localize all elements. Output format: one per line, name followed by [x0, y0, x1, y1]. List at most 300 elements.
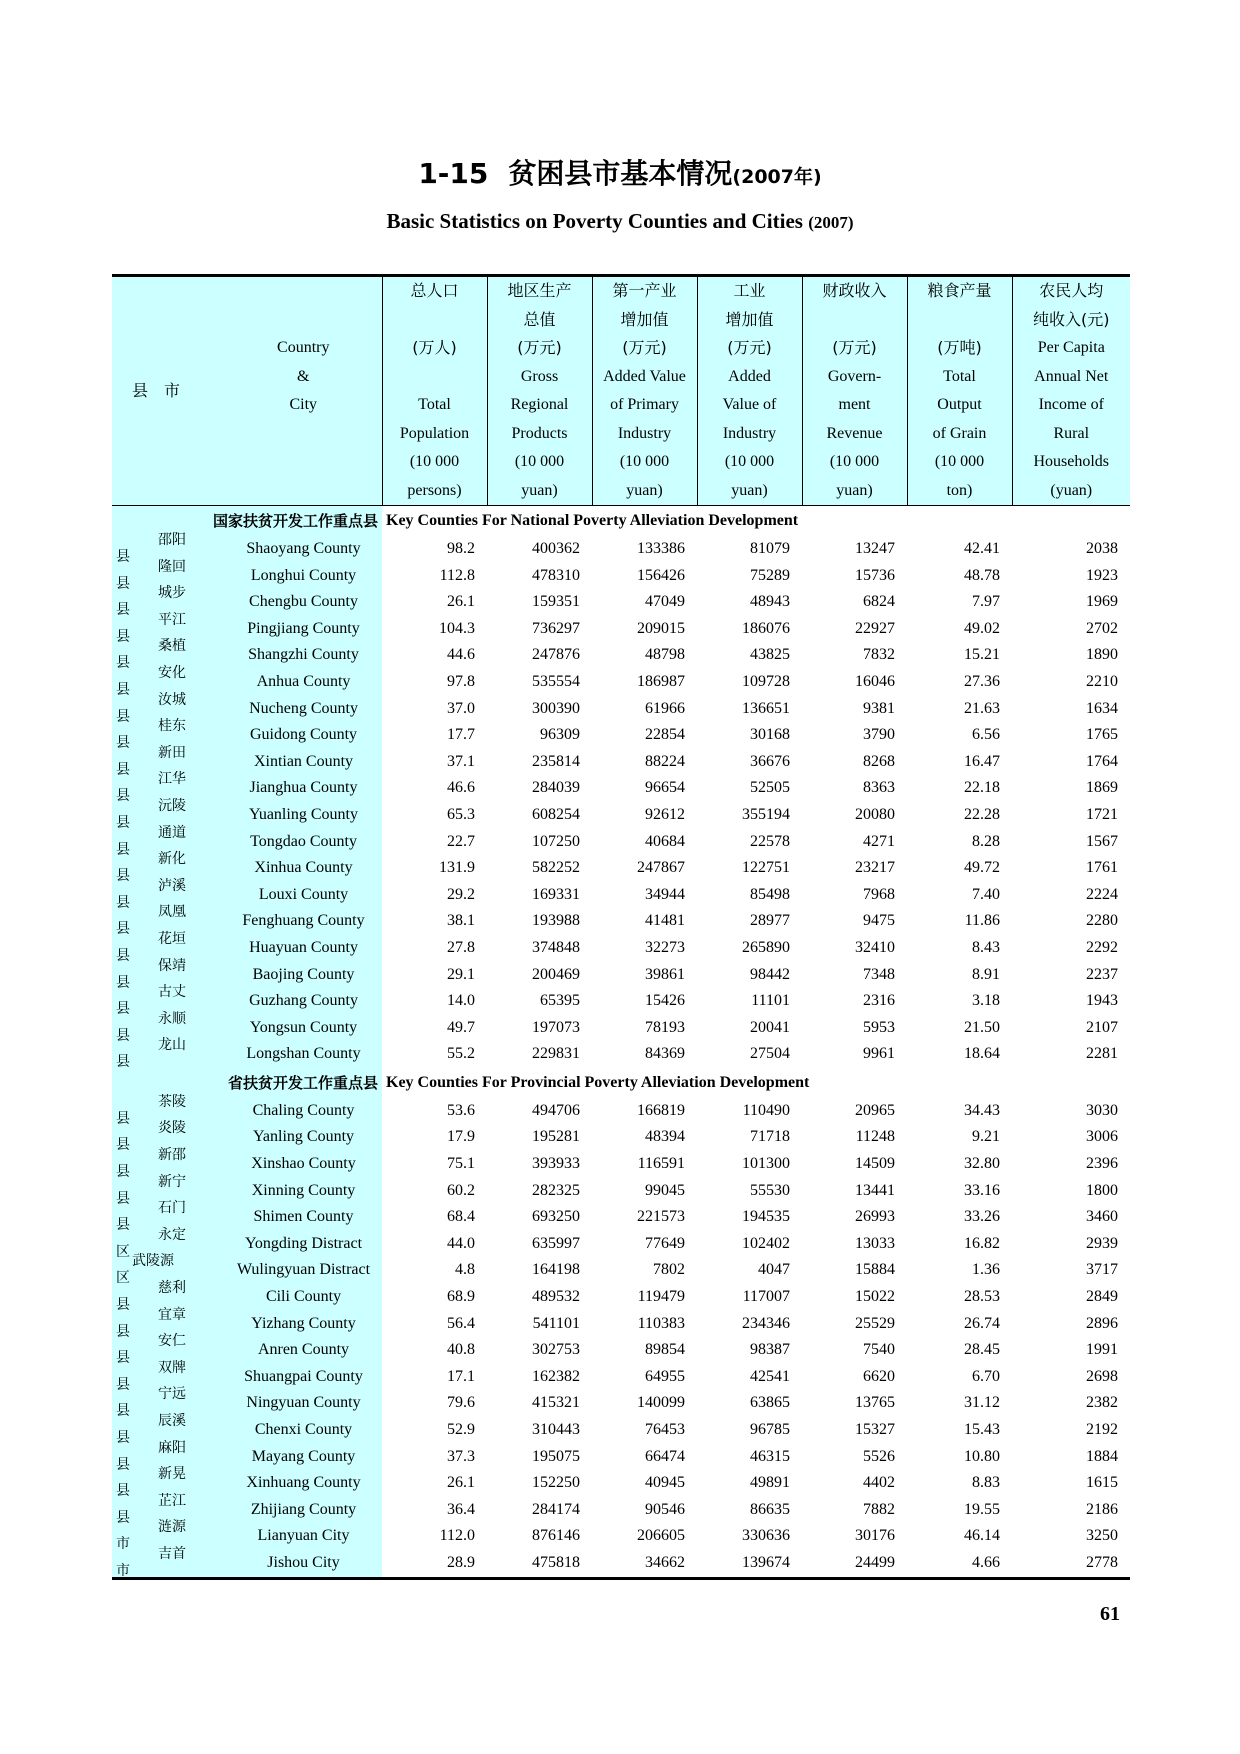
value-cell-col-5: 49.72: [964, 859, 1000, 877]
value-cell-col-6: 2107: [1086, 1018, 1118, 1036]
value-cell-col-3: 86635: [750, 1500, 790, 1518]
value-cell-col-5: 28.45: [964, 1341, 1000, 1359]
value-cell-col-0: 60.2: [447, 1181, 475, 1199]
value-cell-col-0: 44.0: [447, 1234, 475, 1252]
header-row: [112, 420, 1130, 449]
value-cell-col-1: 535554: [532, 672, 580, 690]
value-cell-col-0: 97.8: [447, 672, 475, 690]
value-cell-col-0: 112.8: [439, 566, 475, 584]
value-cell-col-5: 16.82: [964, 1234, 1000, 1252]
value-cell-col-3: 355194: [742, 805, 790, 823]
county-name-en: Longshan County: [225, 1041, 382, 1068]
county-name-cn: 通道: [158, 824, 186, 841]
value-cell-col-4: 7882: [863, 1500, 895, 1518]
value-cell-col-3: 81079: [750, 540, 790, 557]
value-cell-col-4: 14509: [855, 1155, 895, 1173]
value-cell-col-6: 2038: [1086, 540, 1118, 557]
value-cell-col-5: 33.26: [964, 1208, 1000, 1226]
value-cell-col-2: 47049: [645, 593, 685, 611]
value-cell-col-0: 29.1: [447, 965, 475, 983]
value-cell-col-4: 4271: [863, 832, 895, 850]
value-cell-col-5: 49.02: [964, 619, 1000, 637]
value-cell-col-4: 9475: [863, 912, 895, 930]
county-name-en: Chaling County: [225, 1098, 382, 1125]
value-cell-col-4: 16046: [855, 672, 895, 690]
header-row: [112, 276, 1130, 306]
value-cell-col-0: 46.6: [447, 779, 475, 797]
value-cell-col-3: 27504: [750, 1045, 790, 1063]
value-cell-col-1: 693250: [532, 1208, 580, 1226]
county-name-cn: 沅陵: [158, 797, 186, 814]
header-col-1-line: (万元): [487, 334, 592, 363]
header-col-6-line: Households: [1012, 448, 1130, 477]
county-name-cn: 石门: [158, 1200, 186, 1217]
value-cell-col-1: 541101: [532, 1314, 580, 1332]
table-row: [112, 1337, 1130, 1364]
value-cell-col-1: 169331: [532, 885, 580, 903]
header-county-cn: 县 市: [112, 276, 225, 506]
value-cell-col-1: 608254: [532, 805, 580, 823]
value-cell-col-6: 1634: [1086, 699, 1118, 717]
value-cell-col-0: 37.1: [447, 752, 475, 770]
table-row: [112, 908, 1130, 935]
header-col-3-line: yuan): [697, 477, 802, 506]
table-row: [112, 1015, 1130, 1042]
county-name-cn: 炎陵: [158, 1120, 186, 1137]
statistics-table-container: [112, 274, 1130, 1580]
value-cell-col-6: 3717: [1086, 1261, 1118, 1279]
value-cell-col-0: 38.1: [447, 912, 475, 930]
value-cell-col-5: 33.16: [964, 1181, 1000, 1199]
value-cell-col-5: 7.97: [972, 593, 1000, 611]
value-cell-col-3: 30168: [750, 726, 790, 744]
value-cell-col-6: 2192: [1086, 1421, 1118, 1438]
county-type: 县: [116, 1509, 130, 1526]
value-cell-col-0: 112.0: [439, 1527, 475, 1545]
county-name-en: Shangzhi County: [225, 642, 382, 669]
table-row: [112, 1257, 1130, 1284]
value-cell-col-0: 131.9: [439, 859, 475, 877]
county-name-en: Nucheng County: [225, 696, 382, 723]
title-en-year: (2007): [808, 213, 854, 232]
county-name-cn: 新晃: [158, 1466, 186, 1483]
county-name-en: Guidong County: [225, 722, 382, 749]
header-row: [112, 391, 1130, 420]
county-name-en: Ningyuan County: [225, 1390, 382, 1417]
table-header: [112, 276, 1130, 506]
header-col-6-line: Per Capita: [1012, 334, 1130, 363]
value-cell-col-4: 7540: [863, 1341, 895, 1359]
county-type: 县: [116, 841, 130, 858]
value-cell-col-3: 136651: [742, 699, 790, 717]
table-row: [112, 722, 1130, 749]
value-cell-col-0: 68.9: [447, 1288, 475, 1306]
section-title-cn: 国家扶贫开发工作重点县: [112, 506, 382, 537]
value-cell-col-3: 139674: [697, 1550, 802, 1578]
county-type: 县: [116, 947, 130, 964]
county-name-en: Xinhua County: [225, 855, 382, 882]
county-name-cn: 平江: [158, 611, 186, 628]
county-type: 县: [116, 894, 130, 911]
value-cell-col-1: 284039: [532, 779, 580, 797]
value-cell-col-6: 1615: [1086, 1474, 1118, 1492]
table-row: [112, 1390, 1130, 1417]
table-row: [112, 829, 1130, 856]
header-col-5-line: 粮食产量: [907, 276, 1012, 306]
table-row: [112, 1231, 1130, 1258]
value-cell-col-6: 2778: [1012, 1550, 1130, 1578]
value-cell-col-3: 98387: [750, 1341, 790, 1359]
table-row: [112, 962, 1130, 989]
table-row: [112, 1523, 1130, 1550]
value-cell-col-6: 1884: [1086, 1447, 1118, 1465]
value-cell-col-1: 494706: [532, 1101, 580, 1119]
title-cn-year: (2007年): [732, 166, 822, 188]
value-cell-col-4: 9381: [863, 699, 895, 717]
header-col-2-line: (万元): [592, 334, 697, 363]
county-type: 县: [116, 1190, 130, 1207]
county-name-cn: 新化: [158, 851, 186, 868]
value-cell-col-0: 37.3: [447, 1447, 475, 1465]
value-cell-col-4: 32410: [855, 938, 895, 956]
county-type: 县: [116, 1001, 130, 1018]
value-cell-col-2: 133386: [637, 540, 685, 557]
value-cell-col-5: 21.50: [964, 1018, 1000, 1036]
header-col-1-line: Products: [487, 420, 592, 449]
header-col-5-line: of Grain: [907, 420, 1012, 449]
county-type: 县: [116, 549, 130, 565]
value-cell-col-2: 89854: [645, 1341, 685, 1359]
county-type: 县: [116, 655, 130, 672]
table-row: [112, 589, 1130, 616]
table-row: [112, 1417, 1130, 1444]
county-name-cn: 永定: [158, 1226, 186, 1243]
value-cell-col-3: 42541: [750, 1367, 790, 1385]
value-cell-col-0: 26.1: [447, 593, 475, 611]
value-cell-col-1: 200469: [532, 965, 580, 983]
value-cell-col-2: 78193: [645, 1018, 685, 1036]
county-type: 县: [116, 788, 130, 805]
value-cell-col-3: 4047: [758, 1261, 790, 1279]
value-cell-col-3: 330636: [742, 1527, 790, 1545]
county-name-cn: 芷江: [158, 1492, 186, 1509]
header-col-6-line: Annual Net: [1012, 363, 1130, 392]
value-cell-col-1: 195281: [532, 1128, 580, 1146]
value-cell-col-4: 6824: [863, 593, 895, 611]
header-county-en-line: &: [225, 363, 382, 392]
title-en-text: Basic Statistics on Poverty Counties and Cities: [386, 209, 803, 233]
header-col-0-line: (10 000: [382, 448, 487, 477]
value-cell-col-4: 22927: [855, 619, 895, 637]
value-cell-col-3: 49891: [750, 1474, 790, 1492]
county-name-en: Jishou City: [225, 1550, 382, 1578]
value-cell-col-0: 55.2: [447, 1045, 475, 1063]
table-row: [112, 642, 1130, 669]
value-cell-col-0: 37.0: [447, 699, 475, 717]
value-cell-col-1: 736297: [532, 619, 580, 637]
value-cell-col-6: 2698: [1086, 1367, 1118, 1385]
value-cell-col-5: 7.40: [972, 885, 1000, 903]
value-cell-col-3: 52505: [750, 779, 790, 797]
county-type: 县: [116, 708, 130, 725]
table-row: [112, 1364, 1130, 1391]
county-name-cn: 茶陵: [158, 1093, 186, 1110]
county-name-en: Shuangpai County: [225, 1364, 382, 1391]
table-row: [112, 536, 1130, 563]
county-name-cn: 宜章: [158, 1306, 186, 1323]
value-cell-col-6: 1721: [1086, 805, 1118, 823]
county-type: 县: [116, 1054, 130, 1071]
value-cell-col-0: 26.1: [447, 1474, 475, 1492]
value-cell-col-3: 28977: [750, 912, 790, 930]
table-row: [112, 882, 1130, 909]
header-col-4-line: ment: [802, 391, 907, 420]
value-cell-col-2: 206605: [637, 1527, 685, 1545]
header-col-2-line: (10 000: [592, 448, 697, 477]
value-cell-col-3: 117007: [742, 1288, 790, 1306]
value-cell-col-3: 122751: [742, 859, 790, 877]
value-cell-col-6: 1764: [1086, 752, 1118, 770]
county-type: 县: [116, 628, 130, 645]
value-cell-col-0: 49.7: [447, 1018, 475, 1036]
value-cell-col-5: 22.28: [964, 805, 1000, 823]
value-cell-col-5: 8.91: [972, 965, 1000, 983]
header-cell-blank: [225, 420, 382, 449]
value-cell-col-2: 22854: [645, 726, 685, 744]
value-cell-col-3: 43825: [750, 646, 790, 664]
header-col-1-line: 地区生产: [487, 276, 592, 306]
county-name-cn: 宁远: [158, 1386, 186, 1403]
county-type: 县: [116, 735, 130, 752]
header-col-0-line: (万人): [382, 334, 487, 363]
header-col-3-line: 工业: [697, 276, 802, 306]
section-header-row: [112, 506, 1130, 537]
value-cell-col-2: 186987: [637, 672, 685, 690]
value-cell-col-3: 110490: [742, 1101, 790, 1119]
value-cell-col-0: 44.6: [447, 646, 475, 664]
value-cell-col-3: 55530: [750, 1181, 790, 1199]
value-cell-col-2: 32273: [645, 938, 685, 956]
value-cell-col-5: 8.83: [972, 1474, 1000, 1492]
county-name-en: Baojing County: [225, 962, 382, 989]
county-type: 市: [116, 1536, 130, 1553]
value-cell-col-6: 2939: [1086, 1234, 1118, 1252]
value-cell-col-1: 310443: [532, 1421, 580, 1438]
county-name-cn: 武陵源: [132, 1253, 174, 1270]
value-cell-col-0: 17.1: [447, 1367, 475, 1385]
county-type: 县: [116, 1403, 130, 1420]
county-name-cn: 新田: [158, 744, 186, 761]
value-cell-col-1: 159351: [532, 593, 580, 611]
value-cell-col-3: 194535: [742, 1208, 790, 1226]
county-type: 县: [116, 1027, 130, 1044]
value-cell-col-2: 116591: [637, 1155, 685, 1173]
header-col-2-line: yuan): [592, 477, 697, 506]
value-cell-col-0: 27.8: [447, 938, 475, 956]
value-cell-col-1: 197073: [532, 1018, 580, 1036]
county-name-en: Shaoyang County: [225, 536, 382, 563]
county-name-en: Yanling County: [225, 1124, 382, 1151]
table-row: [112, 1470, 1130, 1497]
header-col-1-line: 总值: [487, 306, 592, 335]
county-name-en: Anren County: [225, 1337, 382, 1364]
county-name-cn: 安仁: [158, 1333, 186, 1350]
table-row: [112, 1124, 1130, 1151]
table-row: [112, 988, 1130, 1015]
value-cell-col-1: 374848: [532, 938, 580, 956]
value-cell-col-0: 56.4: [447, 1314, 475, 1332]
value-cell-col-3: 36676: [750, 752, 790, 770]
value-cell-col-3: 186076: [742, 619, 790, 637]
county-type: 县: [116, 1110, 130, 1127]
value-cell-col-2: 166819: [637, 1101, 685, 1119]
value-cell-col-0: 53.6: [447, 1101, 475, 1119]
table-body: [112, 506, 1130, 1579]
value-cell-col-4: 8268: [863, 752, 895, 770]
value-cell-col-0: 65.3: [447, 805, 475, 823]
county-name-en: Anhua County: [225, 669, 382, 696]
county-type: 县: [116, 1323, 130, 1340]
value-cell-col-2: 77649: [645, 1234, 685, 1252]
value-cell-col-1: 247876: [532, 646, 580, 664]
county-name-cn: 新宁: [158, 1173, 186, 1190]
header-col-0-line: 总人口: [382, 276, 487, 306]
county-name-cn: 邵阳: [158, 532, 186, 548]
county-type: 县: [116, 602, 130, 619]
value-cell-col-6: 2237: [1086, 965, 1118, 983]
value-cell-col-4: 7832: [863, 646, 895, 664]
county-name-en: Yongding Distract: [225, 1231, 382, 1258]
value-cell-col-3: 98442: [750, 965, 790, 983]
table-row: [112, 935, 1130, 962]
value-cell-col-5: 6.70: [972, 1367, 1000, 1385]
value-cell-col-5: 16.47: [964, 752, 1000, 770]
table-row: [112, 1550, 1130, 1578]
county-name-en: Longhui County: [225, 563, 382, 590]
value-cell-col-0: 14.0: [447, 992, 475, 1010]
value-cell-col-1: 195075: [532, 1447, 580, 1465]
header-col-6-line: 农民人均: [1012, 276, 1130, 306]
header-col-1-line: Regional: [487, 391, 592, 420]
value-cell-col-6: 1943: [1086, 992, 1118, 1010]
value-cell-col-1: 393933: [532, 1155, 580, 1173]
value-cell-col-4: 8363: [863, 779, 895, 797]
table-row: [112, 1497, 1130, 1524]
header-col-5-line: Total: [907, 363, 1012, 392]
value-cell-col-2: 247867: [637, 859, 685, 877]
county-type: 县: [116, 974, 130, 991]
county-name-en: Yuanling County: [225, 802, 382, 829]
value-cell-col-4: 15022: [855, 1288, 895, 1306]
county-name-cn: 城步: [158, 585, 186, 602]
value-cell-col-4: 25529: [855, 1314, 895, 1332]
value-cell-col-4: 15327: [855, 1421, 895, 1438]
county-name-cn: 慈利: [158, 1280, 186, 1297]
value-cell-col-6: 3006: [1086, 1128, 1118, 1146]
county-name-cn: 保靖: [158, 957, 186, 974]
value-cell-col-3: 75289: [750, 566, 790, 584]
table-row: [112, 749, 1130, 776]
value-cell-col-6: 2896: [1086, 1314, 1118, 1332]
value-cell-col-4: 4402: [863, 1474, 895, 1492]
header-col-3-line: (万元): [697, 334, 802, 363]
value-cell-col-3: 234346: [742, 1314, 790, 1332]
value-cell-col-4: 2316: [863, 992, 895, 1010]
county-type: 县: [116, 921, 130, 938]
header-col-4-line: 财政收入: [802, 276, 907, 306]
value-cell-col-6: 2280: [1086, 912, 1118, 930]
table-row: [112, 1204, 1130, 1231]
county-type: 县: [116, 1217, 130, 1234]
table-row: [112, 1284, 1130, 1311]
header-col-3-line: Added: [697, 363, 802, 392]
value-cell-col-3: 63865: [750, 1394, 790, 1412]
value-cell-col-5: 22.18: [964, 779, 1000, 797]
county-cn-cell: [112, 1545, 225, 1579]
value-cell-col-6: 1761: [1086, 859, 1118, 877]
value-cell-col-2: 34944: [645, 885, 685, 903]
value-cell-col-1: 478310: [532, 566, 580, 584]
value-cell-col-6: 2281: [1086, 1045, 1118, 1063]
value-cell-col-6: 2382: [1086, 1394, 1118, 1412]
value-cell-col-0: 36.4: [447, 1500, 475, 1518]
value-cell-col-0: 75.1: [447, 1155, 475, 1173]
county-name-cn: 桑植: [158, 638, 186, 655]
value-cell-col-3: 22578: [750, 832, 790, 850]
value-cell-col-3: 101300: [742, 1155, 790, 1173]
value-cell-col-2: 64955: [645, 1367, 685, 1385]
county-type: 区: [116, 1270, 130, 1287]
table-row: [112, 1098, 1130, 1125]
value-cell-col-5: 19.55: [964, 1500, 1000, 1518]
county-type: 县: [116, 1376, 130, 1393]
value-cell-col-2: 96654: [645, 779, 685, 797]
county-name-cn: 新邵: [158, 1147, 186, 1164]
county-name-en: Yongsun County: [225, 1015, 382, 1042]
value-cell-col-6: 1991: [1086, 1341, 1118, 1359]
county-name-cn: 江华: [158, 771, 186, 788]
county-type: 县: [116, 1164, 130, 1181]
header-col-1-line: Gross: [487, 363, 592, 392]
value-cell-col-6: 2186: [1086, 1500, 1118, 1518]
header-col-0-line: Population: [382, 420, 487, 449]
value-cell-col-0: 29.2: [447, 885, 475, 903]
table-row: [112, 1444, 1130, 1471]
header-col-2-line: Industry: [592, 420, 697, 449]
value-cell-col-6: 1890: [1086, 646, 1118, 664]
section-title-en: Key Counties For Provincial Poverty Alleviation Development: [386, 1073, 810, 1091]
value-cell-col-6: 1869: [1086, 779, 1118, 797]
value-cell-col-0: 28.9: [382, 1550, 487, 1578]
value-cell-col-5: 46.14: [964, 1527, 1000, 1545]
value-cell-col-4: 20965: [855, 1101, 895, 1119]
county-name-en: Zhijiang County: [225, 1497, 382, 1524]
value-cell-col-0: 17.7: [447, 726, 475, 744]
county-name-cn: 涟源: [158, 1519, 186, 1536]
value-cell-col-4: 26993: [855, 1208, 895, 1226]
value-cell-col-5: 15.43: [964, 1421, 1000, 1438]
county-name-cn: 隆回: [158, 558, 186, 575]
value-cell-col-3: 20041: [750, 1018, 790, 1036]
county-name-cn: 汝城: [158, 691, 186, 708]
header-col-2-line: 第一产业: [592, 276, 697, 306]
value-cell-col-6: 2224: [1086, 885, 1118, 903]
county-name-cn: 双牌: [158, 1359, 186, 1376]
value-cell-col-6: 1923: [1086, 566, 1118, 584]
value-cell-col-5: 8.28: [972, 832, 1000, 850]
value-cell-col-6: 1800: [1086, 1181, 1118, 1199]
table-row: [112, 1041, 1130, 1068]
